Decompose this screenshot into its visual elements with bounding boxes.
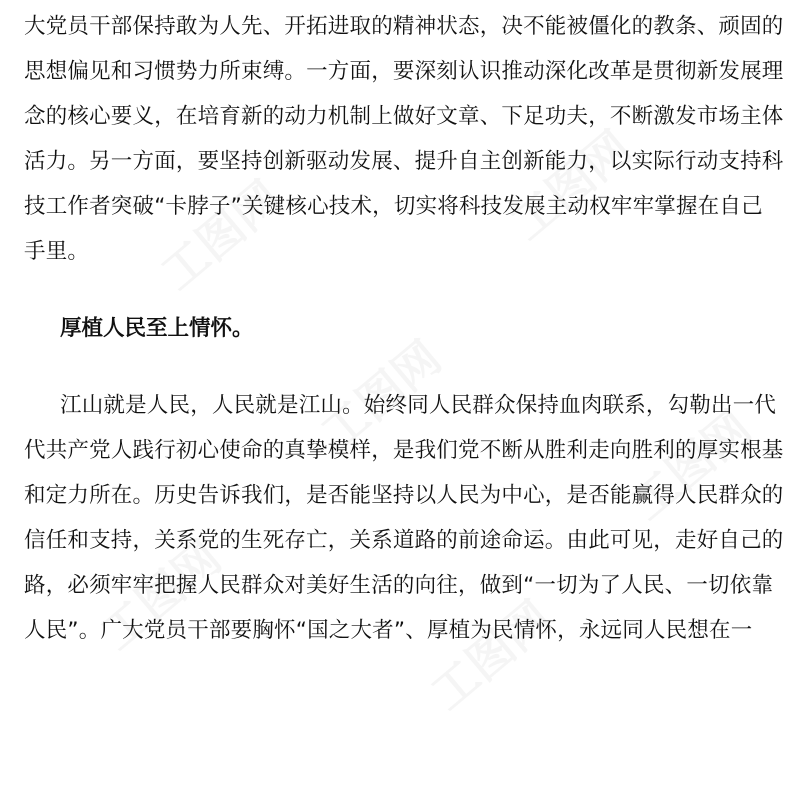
paragraph-line: 信任和支持，关系党的生死存亡，关系道路的前途命运。由此可见，走好自己的 (24, 528, 784, 553)
paragraph-1 (24, 4, 782, 274)
watermark-1: 工图网 (150, 170, 292, 301)
watermark-4: 工图网 (620, 400, 762, 531)
paragraph-line: 人民”。广大党员干部要胸怀“国之大者”、厚植为民情怀，永远同人民想在一 (24, 618, 753, 643)
watermark-6: 工图网 (420, 590, 562, 721)
paragraph-line: 和定力所在。历史告诉我们，是否能坚持以人民为中心，是否能赢得人民群众的 (24, 483, 784, 508)
paragraph-line: 念的核心要义，在培育新的动力机制上做好文章、下足功夫，不断激发市场主体 (24, 104, 784, 129)
watermark-3: 工图网 (310, 330, 452, 461)
paragraph-line: 路，必须牢牢把握人民群众对美好生活的向往，做到“一切为了人民、一切依靠 (24, 573, 774, 598)
paragraph-2 (24, 383, 782, 653)
watermark-5: 工图网 (90, 530, 232, 661)
watermark-2: 工图网 (500, 120, 642, 251)
document-body (24, 4, 782, 653)
paragraph-line: 江山就是人民，人民就是江山。始终同人民群众保持血肉联系，勾勒出一代 (60, 393, 777, 418)
paragraph-line: 代共产党人践行初心使命的真挚模样，是我们党不断从胜利走向胜利的厚实根基 (24, 438, 784, 463)
paragraph-line: 技工作者突破“卡脖子”关键核心技术，切实将科技发展主动权牢牢掌握在自己 (24, 194, 763, 219)
paragraph-line: 大党员干部保持敢为人先、开拓进取的精神状态，决不能被僵化的教条、顽固的 (24, 14, 784, 39)
paragraph-line: 手里。 (24, 239, 90, 264)
paragraph-line: 活力。另一方面，要坚持创新驱动发展、提升自主创新能力，以实际行动支持科 (24, 149, 784, 174)
section-heading: 厚植人民至上情怀。 (60, 316, 254, 341)
paragraph-line: 思想偏见和习惯势力所束缚。一方面，要深刻认识推动深化改革是贯彻新发展理 (24, 59, 784, 84)
